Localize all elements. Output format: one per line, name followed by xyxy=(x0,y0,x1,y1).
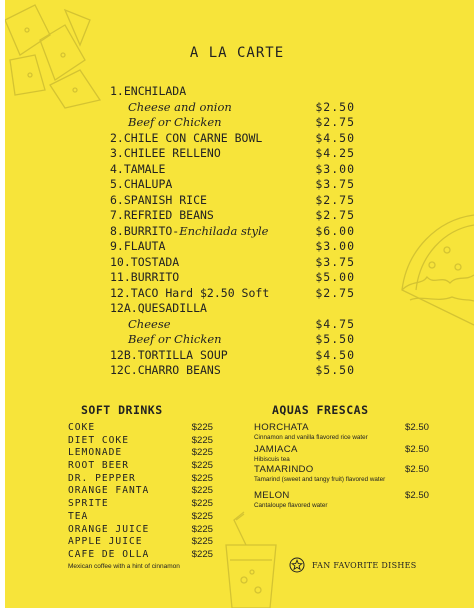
fan-favorite-label: FAN FAVORITE DISHES xyxy=(312,560,417,570)
agua-description: Hibiscuis tea xyxy=(254,456,290,463)
menu-item-name: 5.CHALUPA xyxy=(110,177,173,191)
menu-item-price: $2.50 xyxy=(315,99,355,114)
menu-item-name: 1.ENCHILADA xyxy=(110,84,187,98)
drink-item xyxy=(68,435,213,448)
menu-item-name: 12C.CHARRO BEANS xyxy=(110,363,221,377)
menu-item xyxy=(110,332,355,348)
menu-item-price: $2.75 xyxy=(315,208,355,222)
drink-price: $225 xyxy=(191,422,213,433)
menu-item xyxy=(110,317,355,333)
drink-name: DR. PEPPER xyxy=(68,472,136,484)
menu-item-name: 6.SPANISH RICE xyxy=(110,192,207,207)
agua-description: Tamarind (sweet and tangy fruit) flavored water xyxy=(254,476,386,483)
drink-item xyxy=(68,524,213,537)
cup-illustration xyxy=(206,500,296,608)
drink-price: $225 xyxy=(191,485,213,497)
menu-item-name: 12.TACO Hard $2.50 Soft xyxy=(110,285,270,300)
menu-item xyxy=(110,301,355,317)
agua-price: $2.50 xyxy=(404,444,429,455)
menu-item-price: $3.00 xyxy=(315,239,355,253)
menu-item-price: $4.50 xyxy=(315,347,355,362)
drink-name: ORANGE JUICE xyxy=(68,523,150,535)
menu-item xyxy=(110,255,355,271)
taco-illustration xyxy=(392,205,474,335)
agua-item xyxy=(254,444,429,464)
menu-item xyxy=(110,146,355,162)
drink-name: ROOT BEER xyxy=(68,460,129,472)
drink-name: SPRITE xyxy=(68,498,109,510)
drink-price: $225 xyxy=(191,447,213,459)
menu-item-name: 4.TAMALE xyxy=(110,161,166,176)
menu-item-name: 9.FLAUTA xyxy=(110,239,166,253)
drink-price: $225 xyxy=(191,498,213,510)
menu-item-name: Beef or Chicken xyxy=(128,115,222,129)
menu-item-name: 8.BURRITO- xyxy=(110,223,180,238)
agua-item xyxy=(254,464,429,490)
menu-item xyxy=(110,193,355,209)
a-la-carte-list xyxy=(110,84,355,379)
drink-item xyxy=(68,422,213,435)
drink-item xyxy=(68,460,213,473)
soft-drinks-list xyxy=(68,422,213,570)
menu-item-price: $3.75 xyxy=(315,177,355,191)
menu-item-price: $2.75 xyxy=(315,192,355,207)
menu-item xyxy=(110,208,355,224)
menu-item xyxy=(110,239,355,255)
agua-price: $2.50 xyxy=(404,464,429,475)
menu-item xyxy=(110,348,355,364)
menu-item xyxy=(110,100,355,116)
menu-item xyxy=(110,162,355,178)
menu-item-price: $2.75 xyxy=(315,285,355,300)
menu-item-name: 3.CHILEE RELLENO xyxy=(110,146,221,160)
menu-item-name-wrap xyxy=(110,224,269,240)
menu-item xyxy=(110,363,355,379)
menu-item-price: $5.50 xyxy=(315,363,355,377)
drink-item xyxy=(68,485,213,498)
menu-item xyxy=(110,224,355,240)
drink-name: DIET COKE xyxy=(68,434,129,446)
agua-name: TAMARINDO xyxy=(254,464,314,475)
menu-item-price: $3.00 xyxy=(315,161,355,176)
menu-item-price: $3.75 xyxy=(315,254,355,269)
agua-item xyxy=(254,422,429,444)
menu-item xyxy=(110,115,355,131)
drink-price: $225 xyxy=(191,434,213,446)
menu-item-price: $4.25 xyxy=(315,146,355,160)
drink-price: $225 xyxy=(191,536,213,548)
menu-item-style: Enchilada style xyxy=(179,223,269,238)
agua-description: Cinnamon and vanilla flavored rice water xyxy=(254,434,368,441)
drink-item xyxy=(68,498,213,511)
menu-item-price: $6.00 xyxy=(315,223,355,238)
menu-item xyxy=(110,131,355,147)
agua-name: MELON xyxy=(254,490,290,501)
menu-item-name: Cheese xyxy=(128,316,171,331)
drink-name: COKE xyxy=(68,422,96,433)
agua-price: $2.50 xyxy=(404,422,429,433)
menu-item-price: $5.50 xyxy=(315,332,355,346)
agua-name: HORCHATA xyxy=(254,422,309,433)
menu-item-price: $2.75 xyxy=(315,115,355,129)
drink-item xyxy=(68,549,213,562)
fan-favorite-legend xyxy=(289,558,417,572)
cafe-de-olla-note: Mexican coffee with a hint of cinnamon xyxy=(68,562,180,570)
menu-item-price: $4.75 xyxy=(315,316,355,331)
soft-drinks-heading: SOFT DRINKS xyxy=(81,403,163,417)
menu-item-name: Cheese and onion xyxy=(128,99,232,114)
drink-name: LEMONADE xyxy=(68,447,123,459)
menu-item xyxy=(110,177,355,193)
menu-item-name: 12B.TORTILLA SOUP xyxy=(110,347,228,362)
menu-item-name: Beef or Chicken xyxy=(128,332,222,346)
drink-price: $225 xyxy=(191,548,213,560)
drink-price: $225 xyxy=(191,510,213,522)
drink-price: $225 xyxy=(191,523,213,535)
agua-name: JAMIACA xyxy=(254,444,298,455)
menu-item-name: 2.CHILE CON CARNE BOWL xyxy=(110,130,263,145)
page-title: A LA CARTE xyxy=(189,45,285,61)
star-icon xyxy=(289,557,305,573)
drink-item xyxy=(68,511,213,524)
drink-price: $225 xyxy=(191,460,213,472)
drink-item xyxy=(68,473,213,486)
menu-item xyxy=(110,286,355,302)
agua-price: $2.50 xyxy=(404,490,429,501)
menu-item-name: 11.BURRITO xyxy=(110,270,180,284)
menu-item xyxy=(110,84,355,100)
menu-item-price: $5.00 xyxy=(315,270,355,284)
drink-name: TEA xyxy=(68,510,89,522)
drink-item xyxy=(68,536,213,549)
menu-item-name: 12A.QUESADILLA xyxy=(110,301,207,315)
drink-price: $225 xyxy=(191,472,213,484)
drink-item xyxy=(68,447,213,460)
menu-item-name: 10.TOSTADA xyxy=(110,254,180,269)
agua-item xyxy=(254,490,429,510)
drink-name: ORANGE FANTA xyxy=(68,485,150,497)
menu-item-name: 7.REFRIED BEANS xyxy=(110,208,214,222)
aguas-frescas-heading: AQUAS FRESCAS xyxy=(272,403,369,417)
menu-item-price: $4.50 xyxy=(315,130,355,145)
drink-name: APPLE JUICE xyxy=(68,536,143,548)
menu-item xyxy=(110,270,355,286)
agua-description: Cantaloupe flavored water xyxy=(254,502,328,509)
drink-name: CAFE DE OLLA xyxy=(68,548,150,560)
aguas-frescas-list xyxy=(254,422,429,510)
